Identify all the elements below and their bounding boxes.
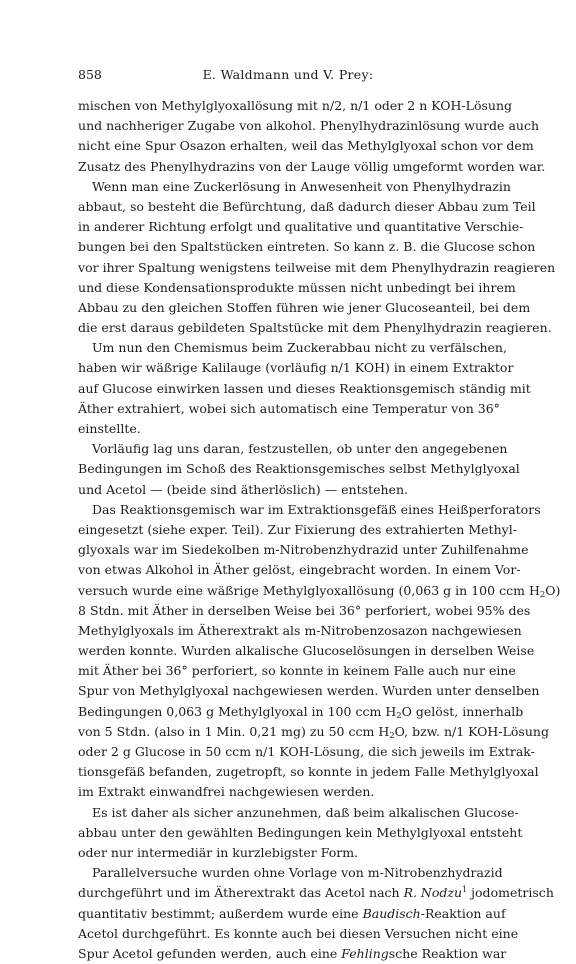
- body-text: [78, 96, 561, 964]
- text-line: Wenn man eine Zuckerlösung in Anwesenheit von Phenylhydrazin: [92, 178, 511, 194]
- text-line: werden konnte. Wurden alkalische Glucoselösungen in derselben Weise: [78, 643, 535, 659]
- text-line: im Extrakt einwandfrei nachgewiesen werden.: [78, 784, 375, 800]
- text-line: die erst daraus gebildeten Spaltstücke mit dem Phenylhydrazin reagieren.: [78, 320, 552, 336]
- text-line: quantitativ bestimmt; außerdem wurde eine Baudisch-Reaktion auf: [78, 905, 506, 921]
- text-line: glyoxals war im Siedekolben m-Nitrobenzhydrazid unter Zuhilfenahme: [78, 542, 529, 558]
- text-line: Das Reaktionsgemisch war im Extraktionsgefäß eines Heißperforators: [92, 501, 541, 517]
- text-line: bungen bei den Spaltstücken eintreten. So kann z. B. die Glucose schon: [78, 239, 536, 255]
- text-line: von 5 Stdn. (also in 1 Min. 0,21 mg) zu 50 ccm $H_2O$, bzw. n/1 KOH-Lösung: [78, 723, 549, 741]
- text-line: abbaut, so besteht die Befürchtung, daß dadurch dieser Abbau zum Teil: [78, 198, 536, 214]
- text-line: abbau unter den gewählten Bedingungen kein Methylglyoxal entsteht: [78, 824, 523, 840]
- text-line: einstellte.: [78, 421, 141, 436]
- text-line: oder nur intermediär in kurzlebigster Form.: [78, 844, 359, 860]
- text-line: Methylglyoxals im Ätherextrakt als m-Nitrobenzosazon nachgewiesen: [78, 622, 522, 638]
- text-line: oder 2 g Glucose in 50 ccm n/1 KOH-Lösung, die sich jeweils im Extrak-: [78, 744, 535, 759]
- text-line: Acetol durchgeführt. Es konnte auch bei diesen Versuchen nicht eine: [78, 925, 519, 941]
- text-line: Es ist daher als sicher anzunehmen, daß beim alkalischen Glucose-: [92, 804, 519, 820]
- text-line: von etwas Alkohol in Äther gelöst, eingebracht worden. In einem Vor-: [78, 562, 521, 578]
- text-line: Abbau zu den gleichen Stofen führen wie jener Glucoseanteil, bei dem: [78, 299, 531, 315]
- text-line: Bedingungen 0,063 g Methylglyoxal in 100 ccm $H_2O$ gelöst, innerhalb: [78, 703, 524, 721]
- running-head: E. Waldmann und V. Prey:: [202, 67, 374, 82]
- text-line: eingesetzt (siehe exper. Teil). Zur Fixierung des extrahierten Methyl-: [78, 521, 517, 537]
- text-line: Spur Acetol gefunden werden, auch eine Fehlingsche Reaktion war: [78, 945, 507, 961]
- text-line: nicht eine Spur Osazon erhalten, weil das Methylglyoxal schon vor dem: [78, 138, 534, 154]
- text-line: in anderer Richtung erfolgt und qualitative und quantitative Verschie-: [78, 219, 524, 235]
- text-line: Äther extrahiert, wobei sich automatisch eine Temperatur von 36°: [78, 400, 500, 416]
- text-line: haben wir wäßrige Kalilauge (vorläufg n/1 KOH) in einem Extraktor: [78, 360, 514, 376]
- text-line: Zusatz des Phenylhydrazins von der Lauge völlig umgeformt worden war.: [78, 158, 546, 174]
- text-line: auf Glucose einwirken lassen und dieses Reaktionsgemisch ständig mit: [78, 380, 531, 396]
- text-line: mit Äther bei 36° perforiert, so konnte in keinem Falle auch nur eine: [78, 663, 516, 679]
- text-line: vor ihrer Spaltung wenigstens teilweise mit dem Phenylhydrazin reagieren: [78, 259, 556, 275]
- text-line: und Acetol — (beide sind ätherlöslich) — entstehen.: [78, 481, 409, 497]
- page-number: 858: [78, 67, 102, 82]
- text-line: und diese Kondensationsprodukte müssen nicht unbedingt bei ihrem: [78, 279, 516, 295]
- text-line: 8 Stdn. mit Äther in derselben Weise bei 36° perforiert, wobei 95% des: [78, 602, 531, 618]
- text-line: und nachheriger Zugabe von alkohol. Phenylhydrazinlösung wurde auch: [78, 118, 540, 134]
- text-line: Um nun den Chemismus beim Zuckerabbau nicht zu verfälschen,: [92, 340, 507, 356]
- text-line: Parallelversuche wurden ohne Vorlage von m-Nitrobenzhydrazid: [92, 865, 503, 881]
- text-line: Vorläufg lag uns daran, festzustellen, ob unter den angegebenen: [92, 441, 508, 457]
- text-line: mischen von Methylglyoxallösung mit n/2, n/1 oder 2 n KOH-Lösung: [78, 98, 513, 113]
- page-header: [78, 67, 498, 85]
- text-line: versuch wurde eine wäßrige Methylglyoxallösung (0,063 g in 100 ccm $H_2O$): [78, 582, 561, 600]
- text-line: Spur von Methylglyoxal nachgewiesen werden. Wurden unter denselben: [78, 683, 540, 699]
- text-line: tionsgefäß befanden, zugetropft, so konnte in jedem Falle Methylglyoxal: [78, 764, 539, 780]
- text-line: durchgeführt und im Ätherextrakt das Acetol nach R. Nodzu$^1$ jodometrisch: [78, 885, 554, 901]
- text-line: Bedingungen im Schoß des Reaktionsgemisches selbst Methylglyoxal: [78, 461, 520, 477]
